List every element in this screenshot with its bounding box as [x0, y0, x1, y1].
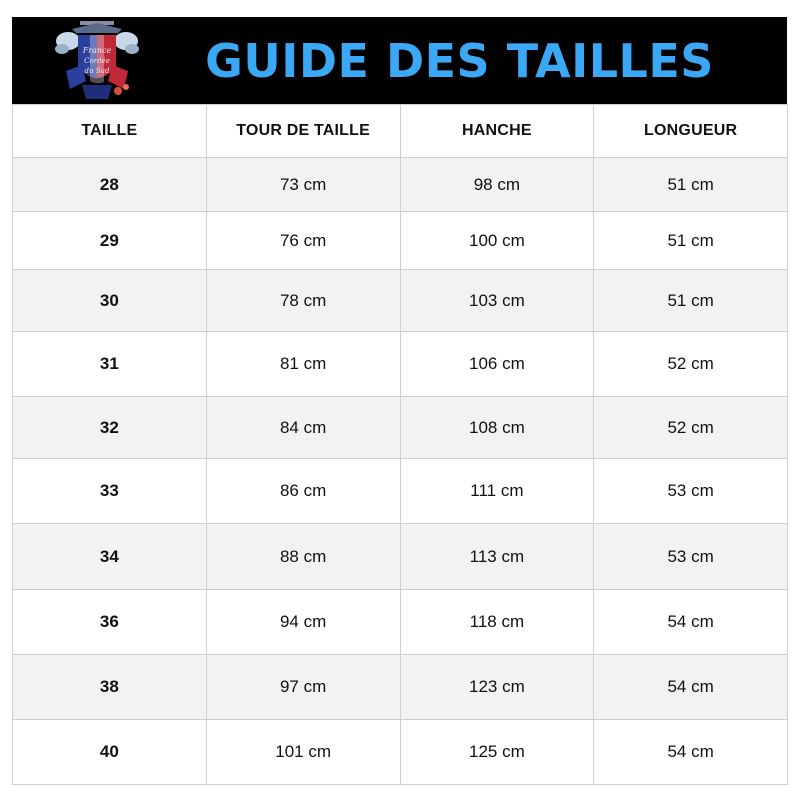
cell-hanche: 108 cm	[400, 397, 594, 459]
logo-text-1: France	[82, 46, 112, 55]
table-row	[13, 397, 788, 459]
cell-longueur: 54 cm	[594, 720, 788, 785]
cell-hanche: 111 cm	[400, 459, 594, 524]
table-row	[13, 655, 788, 720]
size-guide	[12, 17, 787, 785]
logo-text-3: du Sud	[84, 67, 110, 75]
table-row	[13, 459, 788, 524]
cell-hanche: 103 cm	[400, 270, 594, 332]
table-row	[13, 720, 788, 785]
table-header-row	[13, 105, 788, 158]
cell-longueur: 51 cm	[594, 158, 788, 212]
cell-longueur: 53 cm	[594, 524, 788, 590]
page-title: GUIDE DES TAILLES	[205, 33, 714, 88]
cell-longueur: 52 cm	[594, 332, 788, 397]
cell-longueur: 51 cm	[594, 212, 788, 270]
cell-taille: 28	[13, 158, 207, 212]
cell-longueur: 51 cm	[594, 270, 788, 332]
cell-longueur: 52 cm	[594, 397, 788, 459]
cell-tour-de-taille: 97 cm	[206, 655, 400, 720]
cell-hanche: 113 cm	[400, 524, 594, 590]
cell-tour-de-taille: 94 cm	[206, 590, 400, 655]
cell-tour-de-taille: 86 cm	[206, 459, 400, 524]
cell-hanche: 123 cm	[400, 655, 594, 720]
cell-hanche: 106 cm	[400, 332, 594, 397]
cell-taille: 33	[13, 459, 207, 524]
cell-longueur: 53 cm	[594, 459, 788, 524]
cell-hanche: 118 cm	[400, 590, 594, 655]
table-row	[13, 590, 788, 655]
cell-taille: 36	[13, 590, 207, 655]
cell-hanche: 100 cm	[400, 212, 594, 270]
cell-taille: 32	[13, 397, 207, 459]
cell-hanche: 98 cm	[400, 158, 594, 212]
cell-longueur: 54 cm	[594, 655, 788, 720]
table-row	[13, 524, 788, 590]
cell-hanche: 125 cm	[400, 720, 594, 785]
cell-tour-de-taille: 76 cm	[206, 212, 400, 270]
column-header-hanche: HANCHE	[400, 105, 594, 158]
cell-taille: 40	[13, 720, 207, 785]
size-table	[12, 104, 788, 785]
cell-tour-de-taille: 84 cm	[206, 397, 400, 459]
cell-taille: 34	[13, 524, 207, 590]
column-header-tour-de-taille: TOUR DE TAILLE	[206, 105, 400, 158]
cell-taille: 38	[13, 655, 207, 720]
cell-tour-de-taille: 81 cm	[206, 332, 400, 397]
cell-taille: 29	[13, 212, 207, 270]
cell-tour-de-taille: 78 cm	[206, 270, 400, 332]
cell-longueur: 54 cm	[594, 590, 788, 655]
column-header-longueur: LONGUEUR	[594, 105, 788, 158]
cell-taille: 30	[13, 270, 207, 332]
logo-text-2: Cordée	[84, 57, 110, 65]
column-header-taille: TAILLE	[13, 105, 207, 158]
cell-tour-de-taille: 101 cm	[206, 720, 400, 785]
table-body	[13, 158, 788, 785]
cell-taille: 31	[13, 332, 207, 397]
cell-tour-de-taille: 73 cm	[206, 158, 400, 212]
table-row	[13, 332, 788, 397]
table-row	[13, 158, 788, 212]
table-row	[13, 270, 788, 332]
table-row	[13, 212, 788, 270]
title-banner	[12, 17, 787, 104]
cell-tour-de-taille: 88 cm	[206, 524, 400, 590]
brand-logo	[52, 19, 142, 103]
